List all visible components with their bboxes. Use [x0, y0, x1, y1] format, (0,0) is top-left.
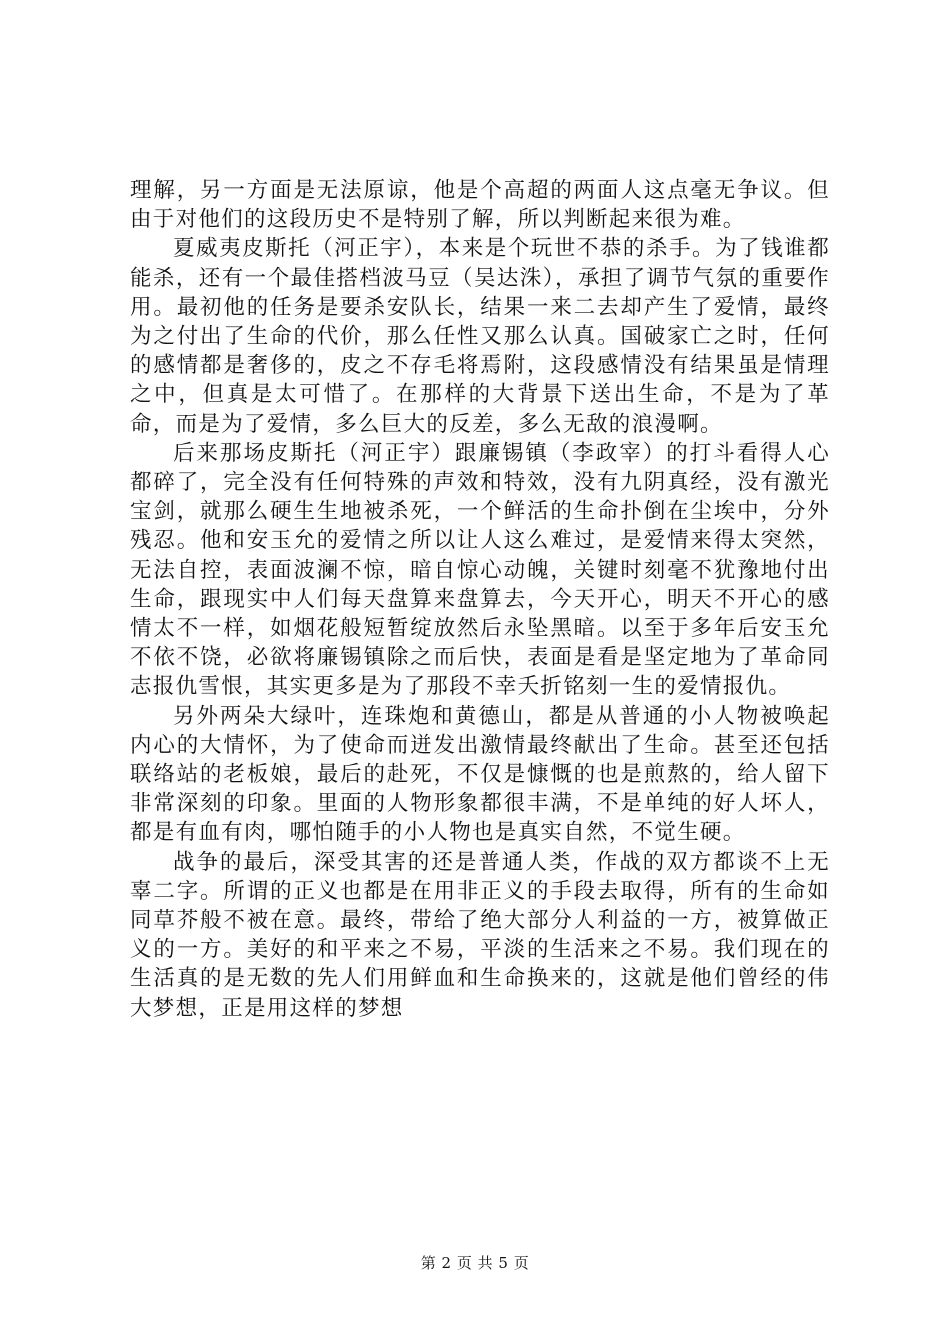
paragraph-continued: 理解，另一方面是无法原谅，他是个高超的两面人这点毫无争议。但由于对他们的这段历史不是特别了解，所以判断起来很为难。	[130, 178, 830, 233]
paragraph-pistol: 夏威夷皮斯托（河正宇），本来是个玩世不恭的杀手。为了钱谁都能杀，还有一个最佳搭档波马豆（吴达洙），承担了调节气氛的重要作用。最初他的任务是要杀安队长，结果一来二去却产生了爱情，最终为之付出了生命的代价，那么任性又那么认真。国破家亡之时，任何的感情都是奢侈的，皮之不存毛将焉附，这段感情没有结果虽是情理之中，但真是太可惜了。在那样的大背景下送出生命，不是为了革命，而是为了爱情，多么巨大的反差，多么无敌的浪漫啊。	[130, 236, 830, 437]
paragraph-fight-scene: 后来那场皮斯托（河正宇）跟廉锡镇（李政宰）的打斗看得人心都碎了，完全没有任何特殊的声效和特效，没有九阴真经，没有激光宝剑，就那么硬生生地被杀死，一个鲜活的生命扑倒在尘埃中，分外残忍。他和安玉允的爱情之所以让人这么难过，是爱情来得太突然，无法自控，表面波澜不惊，暗自惊心动魄，关键时刻毫不犹豫地付出生命，跟现实中人们每天盘算来盘算去，今天开心，明天不开心的感情太不一样，如烟花般短暂绽放然后永坠黑暗。以至于多年后安玉允不依不饶，必欲将廉锡镇除之而后快，表面是看是坚定地为了革命同志报仇雪恨，其实更多是为了那段不幸夭折铭刻一生的爱情报仇。	[130, 440, 830, 700]
page-number-footer: 第 2 页 共 5 页	[420, 1254, 530, 1272]
paragraph-supporting-roles: 另外两朵大绿叶，连珠炮和黄德山，都是从普通的小人物被唤起内心的大情怀，为了使命而迸发出激情最终献出了生命。甚至还包括联络站的老板娘，最后的赴死，不仅是慷慨的也是煎熬的，给人留下非常深刻的印象。里面的人物形象都很丰满，不是单纯的好人坏人，都是有血有肉，哪怕随手的小人物也是真实自然，不觉生硬。	[130, 703, 830, 846]
paragraph-war-ending: 战争的最后，深受其害的还是普通人类，作战的双方都谈不上无辜二字。所谓的正义也都是在用非正义的手段去取得，所有的生命如同草芥般不被在意。最终，带给了绝大部分人利益的一方，被算做正义的一方。美好的和平来之不易，平淡的生活来之不易。我们现在的生活真的是无数的先人们用鲜血和生命换来的，这就是他们曾经的伟大梦想，正是用这样的梦想	[130, 849, 830, 1021]
document-body	[130, 176, 830, 1023]
